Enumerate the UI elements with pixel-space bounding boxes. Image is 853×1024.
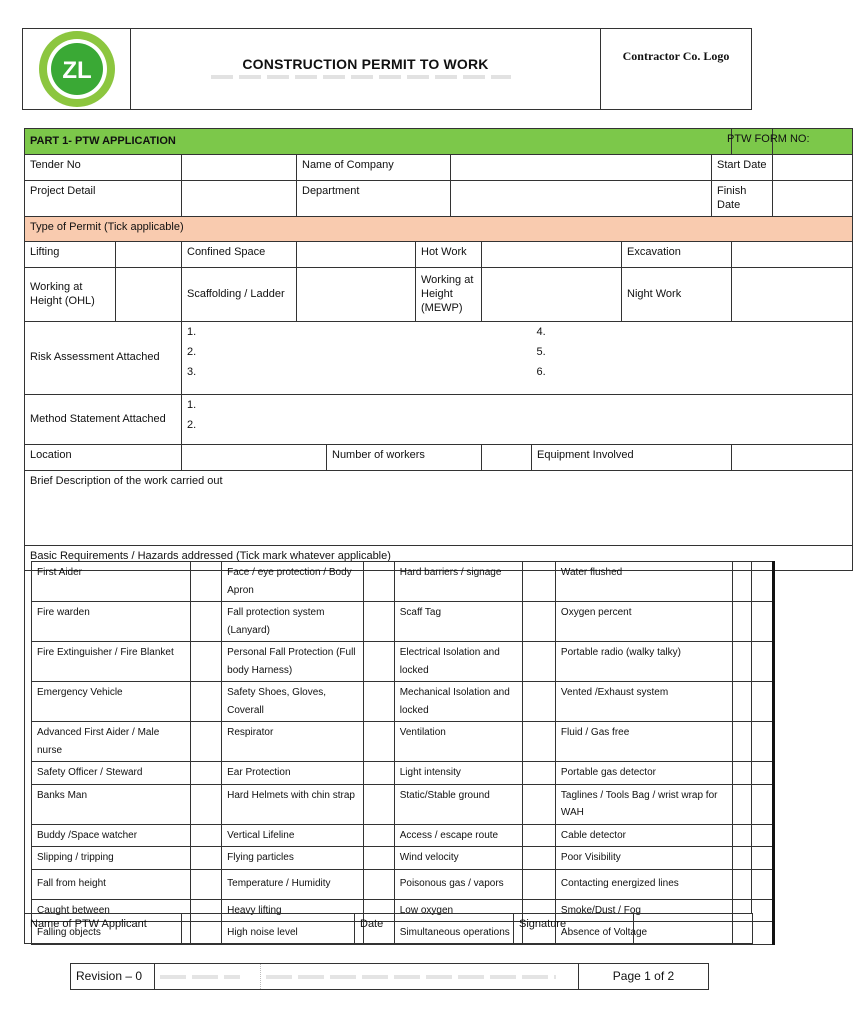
hazard-checkbox[interactable] <box>522 869 555 899</box>
hazard-checkbox[interactable] <box>363 762 394 785</box>
method-item-1: 1. <box>187 398 197 411</box>
hazard-checkbox[interactable] <box>191 562 222 602</box>
hazard-checkbox[interactable] <box>522 602 555 642</box>
hazard-checkbox[interactable] <box>191 824 222 847</box>
company-logo-cell <box>23 29 131 110</box>
hazard-label: Hard barriers / signage <box>394 562 522 602</box>
hazard-checkbox[interactable] <box>522 847 555 870</box>
hazard-checkbox[interactable] <box>732 784 773 824</box>
method-statement-label: Method Statement Attached <box>25 394 182 444</box>
hazard-checkbox[interactable] <box>732 682 773 722</box>
risk-item-6: 6. <box>536 366 546 379</box>
hazard-label: Advanced First Aider / Male nurse <box>32 722 191 762</box>
hazard-label: Water flushed <box>555 562 732 602</box>
footer-faded-date <box>155 964 261 990</box>
hazards-table <box>31 561 775 945</box>
hazard-checkbox[interactable] <box>363 602 394 642</box>
hazard-label: Vented /Exhaust system <box>555 682 732 722</box>
hazard-label: Poor Visibility <box>555 847 732 870</box>
brief-description-label: Brief Description of the work carried out <box>30 474 223 487</box>
project-detail-label: Project Detail <box>25 181 182 217</box>
hazard-label: Fire warden <box>32 602 191 642</box>
hazard-checkbox[interactable] <box>363 824 394 847</box>
permit-night-work-label: Night Work <box>622 267 732 321</box>
hazard-label: Safety Shoes, Gloves, Coverall <box>222 682 364 722</box>
permit-wah-mewp-label: Working at Height (MEWP) <box>416 267 482 321</box>
hazard-label: Fire Extinguisher / Fire Blanket <box>32 642 191 682</box>
hazard-label: Absence of Voltage <box>555 922 732 945</box>
hazard-checkbox[interactable] <box>191 602 222 642</box>
hazard-row <box>32 824 774 847</box>
ptw-application-form <box>24 128 853 571</box>
hazard-checkbox[interactable] <box>191 682 222 722</box>
project-detail-field[interactable] <box>182 181 297 217</box>
hazard-label: Smoke/Dust / Fog <box>555 899 732 922</box>
hazard-checkbox[interactable] <box>363 562 394 602</box>
hazard-row <box>32 722 774 762</box>
risk-assessment-items-right[interactable] <box>532 321 853 394</box>
hazard-label: Fall from height <box>32 869 191 899</box>
hazard-label: Portable radio (walky talky) <box>555 642 732 682</box>
hazard-checkbox[interactable] <box>191 847 222 870</box>
form-no-text: PTW FORM NO: <box>727 133 810 145</box>
risk-item-1: 1. <box>187 325 197 338</box>
hazard-label: Banks Man <box>32 784 191 824</box>
hazard-label: Mechanical Isolation and locked <box>394 682 522 722</box>
applicant-row <box>24 913 753 944</box>
hazard-checkbox[interactable] <box>522 824 555 847</box>
permit-confined-space-checkbox[interactable] <box>297 241 416 267</box>
hazard-label: Emergency Vehicle <box>32 682 191 722</box>
hazard-label: Personal Fall Protection (Full body Harness) <box>222 642 364 682</box>
name-of-company-field[interactable] <box>451 155 712 181</box>
hazard-label: Simultaneous operations <box>394 922 522 945</box>
hazard-row <box>32 762 774 785</box>
hazard-label: Slipping / tripping <box>32 847 191 870</box>
permit-excavation-checkbox[interactable] <box>732 241 853 267</box>
hazard-checkbox[interactable] <box>732 869 773 899</box>
faded-text <box>160 975 240 979</box>
risk-item-5: 5. <box>536 345 546 358</box>
permit-wah-ohl-checkbox[interactable] <box>116 267 182 321</box>
tender-no-field[interactable] <box>182 155 297 181</box>
contractor-logo-placeholder: Contractor Co. Logo <box>601 29 752 110</box>
method-statement-items[interactable] <box>182 394 853 444</box>
risk-item-4: 4. <box>536 325 546 338</box>
applicant-name-label: Name of PTW Applicant <box>25 914 182 944</box>
hazard-checkbox[interactable] <box>522 562 555 602</box>
permit-wah-mewp-checkbox[interactable] <box>482 267 622 321</box>
permit-hot-work-checkbox[interactable] <box>482 241 622 267</box>
hazard-row <box>32 642 774 682</box>
hazard-checkbox[interactable] <box>732 562 773 602</box>
hazard-label: Static/Stable ground <box>394 784 522 824</box>
hazard-checkbox[interactable] <box>522 762 555 785</box>
document-footer <box>70 963 709 990</box>
risk-assessment-items-left[interactable] <box>182 321 532 394</box>
department-field[interactable] <box>451 181 712 217</box>
hazard-checkbox[interactable] <box>363 682 394 722</box>
hazard-label: Fluid / Gas free <box>555 722 732 762</box>
risk-item-3: 3. <box>187 366 197 379</box>
applicant-date-label: Date <box>355 914 395 944</box>
zl-logo-icon <box>37 29 117 109</box>
permit-lifting-label: Lifting <box>25 241 116 267</box>
hazard-checkbox[interactable] <box>732 602 773 642</box>
location-label: Location <box>25 444 182 470</box>
hazard-label: Heavy lifting <box>222 899 364 922</box>
hazard-label: Flying particles <box>222 847 364 870</box>
hazard-label: Safety Officer / Steward <box>32 762 191 785</box>
hazard-label: Scaff Tag <box>394 602 522 642</box>
title-cell <box>131 29 601 110</box>
hazard-label: Vertical Lifeline <box>222 824 364 847</box>
hazard-checkbox[interactable] <box>191 762 222 785</box>
applicant-name-field[interactable] <box>182 914 355 944</box>
page-number: Page 1 of 2 <box>579 964 709 990</box>
hazard-label: Respirator <box>222 722 364 762</box>
risk-item-2: 2. <box>187 345 197 358</box>
hazard-checkbox[interactable] <box>363 642 394 682</box>
hazard-label: Access / escape route <box>394 824 522 847</box>
name-of-company-label: Name of Company <box>297 155 451 181</box>
basic-requirements-header: Basic Requirements / Hazards addressed (Tick mark whatever applicable) <box>25 545 853 570</box>
permit-confined-space-label: Confined Space <box>182 241 297 267</box>
hazard-label: Buddy /Space watcher <box>32 824 191 847</box>
logo-text: ZL <box>61 57 92 84</box>
hazard-label: Temperature / Humidity <box>222 869 364 899</box>
form-no-label <box>727 129 810 155</box>
hazard-checkbox[interactable] <box>522 642 555 682</box>
start-date-label: Start Date <box>712 155 773 181</box>
hazard-checkbox[interactable] <box>191 722 222 762</box>
hazard-label: Low oxygen <box>394 899 522 922</box>
hazard-label: Falling objects <box>32 922 191 945</box>
hazard-checkbox[interactable] <box>732 642 773 682</box>
start-date-field[interactable] <box>773 155 853 181</box>
revision-label: Revision – 0 <box>71 964 155 990</box>
hazard-checkbox[interactable] <box>191 869 222 899</box>
hazard-checkbox[interactable] <box>732 722 773 762</box>
applicant-date-field[interactable] <box>395 914 514 944</box>
document-title: CONSTRUCTION PERMIT TO WORK <box>242 55 489 72</box>
number-of-workers-field[interactable] <box>482 444 532 470</box>
hazard-checkbox[interactable] <box>732 762 773 785</box>
permit-wah-ohl-label: Working at Height (OHL) <box>25 267 116 321</box>
permit-hot-work-label: Hot Work <box>416 241 482 267</box>
hazard-row <box>32 682 774 722</box>
hazard-label: Ventilation <box>394 722 522 762</box>
permit-night-work-checkbox[interactable] <box>732 267 853 321</box>
hazard-checkbox[interactable] <box>522 722 555 762</box>
hazard-row <box>32 602 774 642</box>
hazard-checkbox[interactable] <box>522 784 555 824</box>
hazard-label: Wind velocity <box>394 847 522 870</box>
faded-text <box>266 975 556 979</box>
hazard-checkbox[interactable] <box>363 784 394 824</box>
hazard-label: High noise level <box>222 922 364 945</box>
finish-date-label: Finish Date <box>712 181 773 217</box>
equipment-involved-field[interactable] <box>732 444 853 470</box>
finish-date-field[interactable] <box>773 181 853 217</box>
hazard-label: Taglines / Tools Bag / wrist wrap for WAH <box>555 784 732 824</box>
hazard-checkbox[interactable] <box>522 682 555 722</box>
hazard-label: Electrical Isolation and locked <box>394 642 522 682</box>
permit-lifting-checkbox[interactable] <box>116 241 182 267</box>
brief-description-field[interactable] <box>25 470 853 545</box>
applicant-signature-label: Signature <box>514 914 634 944</box>
hazard-label: Poisonous gas / vapors <box>394 869 522 899</box>
permit-excavation-label: Excavation <box>622 241 732 267</box>
hazard-row <box>32 784 774 824</box>
hazard-row <box>32 562 774 602</box>
hazard-checkbox[interactable] <box>732 847 773 870</box>
method-item-2: 2. <box>187 418 197 431</box>
hazard-checkbox[interactable] <box>732 824 773 847</box>
hazard-checkbox[interactable] <box>363 847 394 870</box>
risk-assessment-label: Risk Assessment Attached <box>25 321 182 394</box>
hazard-checkbox[interactable] <box>363 869 394 899</box>
permit-scaffolding-label: Scaffolding / Ladder <box>182 267 297 321</box>
hazard-label: Caught between <box>32 899 191 922</box>
hazard-label: Portable gas detector <box>555 762 732 785</box>
document-header <box>22 28 752 110</box>
hazard-label: Hard Helmets with chin strap <box>222 784 364 824</box>
hazard-label: Light intensity <box>394 762 522 785</box>
equipment-involved-label: Equipment Involved <box>532 444 732 470</box>
hazard-checkbox[interactable] <box>191 642 222 682</box>
hazard-checkbox[interactable] <box>191 784 222 824</box>
hazard-label: Fall protection system (Lanyard) <box>222 602 364 642</box>
hazard-label: Oxygen percent <box>555 602 732 642</box>
part1-section-header: PART 1- PTW APPLICATION <box>25 129 732 155</box>
footer-faded-ref <box>261 964 579 990</box>
hazard-row <box>32 869 774 899</box>
permit-scaffolding-checkbox[interactable] <box>297 267 416 321</box>
hazard-checkbox[interactable] <box>363 722 394 762</box>
location-field[interactable] <box>182 444 327 470</box>
hazard-label: Cable detector <box>555 824 732 847</box>
hazard-row <box>32 847 774 870</box>
number-of-workers-label: Number of workers <box>327 444 482 470</box>
hazard-label: Face / eye protection / Body Apron <box>222 562 364 602</box>
company-logo <box>23 29 130 109</box>
tender-no-label: Tender No <box>25 155 182 181</box>
hazard-label: Ear Protection <box>222 762 364 785</box>
applicant-signature-field[interactable] <box>634 914 753 944</box>
hazard-label: Contacting energized lines <box>555 869 732 899</box>
faded-subtitle <box>211 75 511 79</box>
department-label: Department <box>297 181 451 217</box>
hazard-label: First Aider <box>32 562 191 602</box>
type-of-permit-header: Type of Permit (Tick applicable) <box>25 216 853 241</box>
